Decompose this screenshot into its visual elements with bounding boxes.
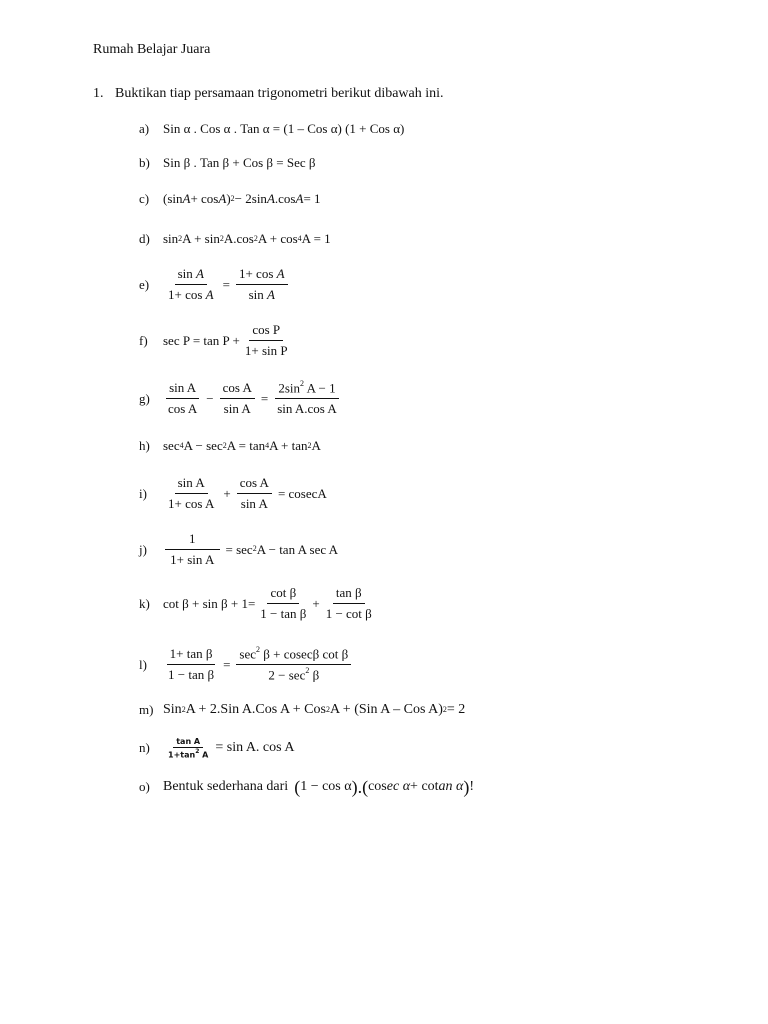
text: A + 2.Sin A.Cos A + Cos xyxy=(185,702,326,717)
item-label: j) xyxy=(139,541,147,557)
text: A − 1 xyxy=(304,380,336,396)
exponent: 2 xyxy=(300,379,305,388)
equation xyxy=(163,778,474,796)
item-label: b) xyxy=(139,155,150,170)
item-m xyxy=(139,702,465,718)
text: A.cos xyxy=(223,231,254,246)
equation xyxy=(163,191,321,207)
fraction xyxy=(165,531,220,568)
denominator xyxy=(265,665,322,683)
text: ec α xyxy=(386,779,411,794)
text: cos xyxy=(368,779,387,794)
text: Bentuk sederhana dari xyxy=(163,779,289,794)
item-i xyxy=(139,475,331,512)
fraction xyxy=(220,380,255,417)
numerator: 1+ tan β xyxy=(167,646,216,665)
numerator: tan β xyxy=(333,585,365,604)
text: = 2 xyxy=(446,702,466,717)
plus-sign: + xyxy=(312,595,320,611)
item-o xyxy=(139,778,474,796)
fraction xyxy=(165,646,217,683)
denominator xyxy=(165,748,211,760)
denominator: cos A xyxy=(168,401,198,417)
exponent: 2 xyxy=(222,440,227,450)
text: A + sin xyxy=(182,231,220,246)
text: A − sec xyxy=(183,438,223,453)
denominator: 1 − tan β xyxy=(168,667,215,683)
item-label: d) xyxy=(139,231,150,246)
exponent: 2 xyxy=(307,440,312,450)
item-b xyxy=(139,155,316,171)
fraction xyxy=(257,585,309,622)
question-number: 1. xyxy=(93,86,104,101)
equation xyxy=(163,322,293,359)
denominator: sin A.cos A xyxy=(277,401,337,417)
question-title xyxy=(93,86,444,102)
fraction xyxy=(242,322,291,359)
item-label: l) xyxy=(139,656,147,672)
text: β + cosecβ cot β xyxy=(260,646,349,662)
text: = sec xyxy=(225,541,253,557)
paren: ). xyxy=(351,777,363,797)
variable: A xyxy=(205,287,214,302)
exponent: 2 xyxy=(252,544,257,553)
denominator: sin A xyxy=(223,401,251,417)
denominator xyxy=(246,285,278,303)
exponent: 2 xyxy=(305,666,310,676)
text: + cot xyxy=(410,779,439,794)
text: A + (Sin A – Cos A) xyxy=(329,702,443,717)
item-k xyxy=(139,585,377,622)
denominator: sin A xyxy=(240,496,268,511)
numerator: tan A xyxy=(173,737,203,748)
text: ! xyxy=(469,779,475,794)
numerator: 1 xyxy=(165,531,220,550)
denominator: 1 − tan β xyxy=(260,606,307,621)
equation xyxy=(163,231,331,247)
exponent: 2 xyxy=(442,704,447,714)
exponent: 2 xyxy=(325,704,330,714)
item-e xyxy=(139,266,290,303)
numerator xyxy=(236,646,351,665)
exponent: 2 xyxy=(253,233,258,243)
text: 1 − cos α xyxy=(300,779,352,794)
item-label: g) xyxy=(139,390,150,406)
item-label: e) xyxy=(139,276,150,292)
text: A = 1 xyxy=(301,231,331,246)
equation: Sin β . Tan β + Cos β = Sec β xyxy=(163,155,316,170)
item-j xyxy=(139,531,338,568)
text: sec xyxy=(239,646,257,662)
numerator xyxy=(236,266,288,285)
exponent: 2 xyxy=(219,233,224,243)
item-label: o) xyxy=(139,779,150,794)
fraction xyxy=(165,380,200,417)
exponent: 2 xyxy=(178,233,183,243)
exponent: 2 xyxy=(195,748,200,755)
exponent: 4 xyxy=(179,440,184,450)
text: sin xyxy=(248,287,268,302)
numerator: sin A xyxy=(166,380,199,399)
numerator xyxy=(275,380,338,399)
equation xyxy=(163,266,290,303)
exponent: 4 xyxy=(297,233,302,243)
text: A xyxy=(199,750,209,760)
text: = 1 xyxy=(303,191,321,206)
fraction xyxy=(165,266,217,303)
fraction xyxy=(236,266,288,303)
variable: A xyxy=(295,191,304,206)
fraction xyxy=(236,646,351,684)
item-a xyxy=(139,121,404,137)
text: = cosecA xyxy=(277,485,327,501)
exponent: 2 xyxy=(230,193,235,203)
equation xyxy=(163,380,342,417)
text: sin xyxy=(163,231,179,246)
text: 1+tan xyxy=(168,750,196,760)
text: Sin xyxy=(163,702,182,717)
variable: A xyxy=(196,266,204,281)
fraction xyxy=(165,737,211,760)
text: A xyxy=(311,438,321,453)
variable: A xyxy=(267,287,275,302)
item-d xyxy=(139,231,331,247)
text: A + tan xyxy=(269,438,308,453)
numerator: cos A xyxy=(237,475,272,494)
text: A = tan xyxy=(226,438,266,453)
denominator: 1 − cot β xyxy=(325,606,372,621)
equals-sign: = xyxy=(223,656,231,672)
text: .cos xyxy=(274,191,296,206)
item-l xyxy=(139,646,353,684)
item-label: i) xyxy=(139,485,147,501)
item-label: a) xyxy=(139,121,150,136)
variable: A xyxy=(276,266,285,281)
item-f xyxy=(139,322,293,359)
numerator: cos A xyxy=(220,380,255,399)
item-n xyxy=(139,737,294,760)
numerator: cos P xyxy=(249,322,283,341)
text: ) xyxy=(226,191,231,206)
minus-sign: − xyxy=(206,390,214,406)
equals-sign: = xyxy=(260,390,269,406)
item-label: h) xyxy=(139,438,150,453)
question-text: Buktikan tiap persamaan trigonometri berikut dibawah ini. xyxy=(115,86,444,101)
variable: A xyxy=(266,191,275,206)
equation xyxy=(163,646,353,684)
item-g xyxy=(139,380,342,417)
text: 1+ cos xyxy=(238,266,277,281)
text: an α xyxy=(438,779,464,794)
equation: Sin α . Cos α . Tan α = (1 – Cos α) (1 + Cos α) xyxy=(163,121,405,136)
fraction xyxy=(237,475,272,512)
text: 2sin xyxy=(278,380,301,396)
denominator: 1+ sin A xyxy=(170,552,215,567)
item-h xyxy=(139,438,321,454)
text: A − tan A sec A xyxy=(256,541,339,557)
equation xyxy=(163,585,377,622)
text: cot β + sin β + 1= xyxy=(163,595,256,611)
equation xyxy=(163,702,465,718)
paren: ( xyxy=(294,777,301,797)
equals-sign: = xyxy=(222,276,230,292)
item-label: c) xyxy=(139,191,150,206)
equation xyxy=(163,737,294,760)
text: (sin xyxy=(163,191,183,206)
denominator: 1+ cos A xyxy=(168,496,215,511)
exponent: 2 xyxy=(256,645,261,654)
paren: ) xyxy=(463,777,470,797)
variable: A xyxy=(182,191,191,206)
equation xyxy=(163,531,338,568)
text: sin xyxy=(177,266,197,281)
equation xyxy=(163,438,321,454)
text: = sin A. cos A xyxy=(215,740,295,756)
variable: A xyxy=(218,191,227,206)
numerator: sin A xyxy=(175,475,208,494)
fraction xyxy=(165,475,217,512)
text: sec P = tan P + xyxy=(163,332,240,348)
fraction xyxy=(274,380,340,417)
text: 1+ cos xyxy=(168,287,206,302)
text: 2 − sec xyxy=(268,667,306,683)
plus-sign: + xyxy=(223,485,231,501)
item-label: m) xyxy=(139,702,154,717)
text: A + cos xyxy=(257,231,298,246)
text: − 2sin xyxy=(234,191,267,206)
page-header: Rumah Belajar Juara xyxy=(93,42,211,57)
equation xyxy=(163,475,331,512)
text: sec xyxy=(163,438,180,453)
numerator: cot β xyxy=(267,585,299,604)
fraction xyxy=(323,585,375,622)
denominator: 1+ sin P xyxy=(244,343,288,358)
text: + cos xyxy=(190,191,219,206)
numerator xyxy=(175,266,207,285)
item-label: f) xyxy=(139,332,148,348)
text: β xyxy=(309,667,320,683)
exponent: 4 xyxy=(265,440,270,450)
denominator xyxy=(165,285,217,303)
item-c xyxy=(139,191,321,207)
exponent: 2 xyxy=(181,704,186,714)
item-label: k) xyxy=(139,595,150,611)
item-label: n) xyxy=(139,740,150,756)
paren: ( xyxy=(362,777,369,797)
